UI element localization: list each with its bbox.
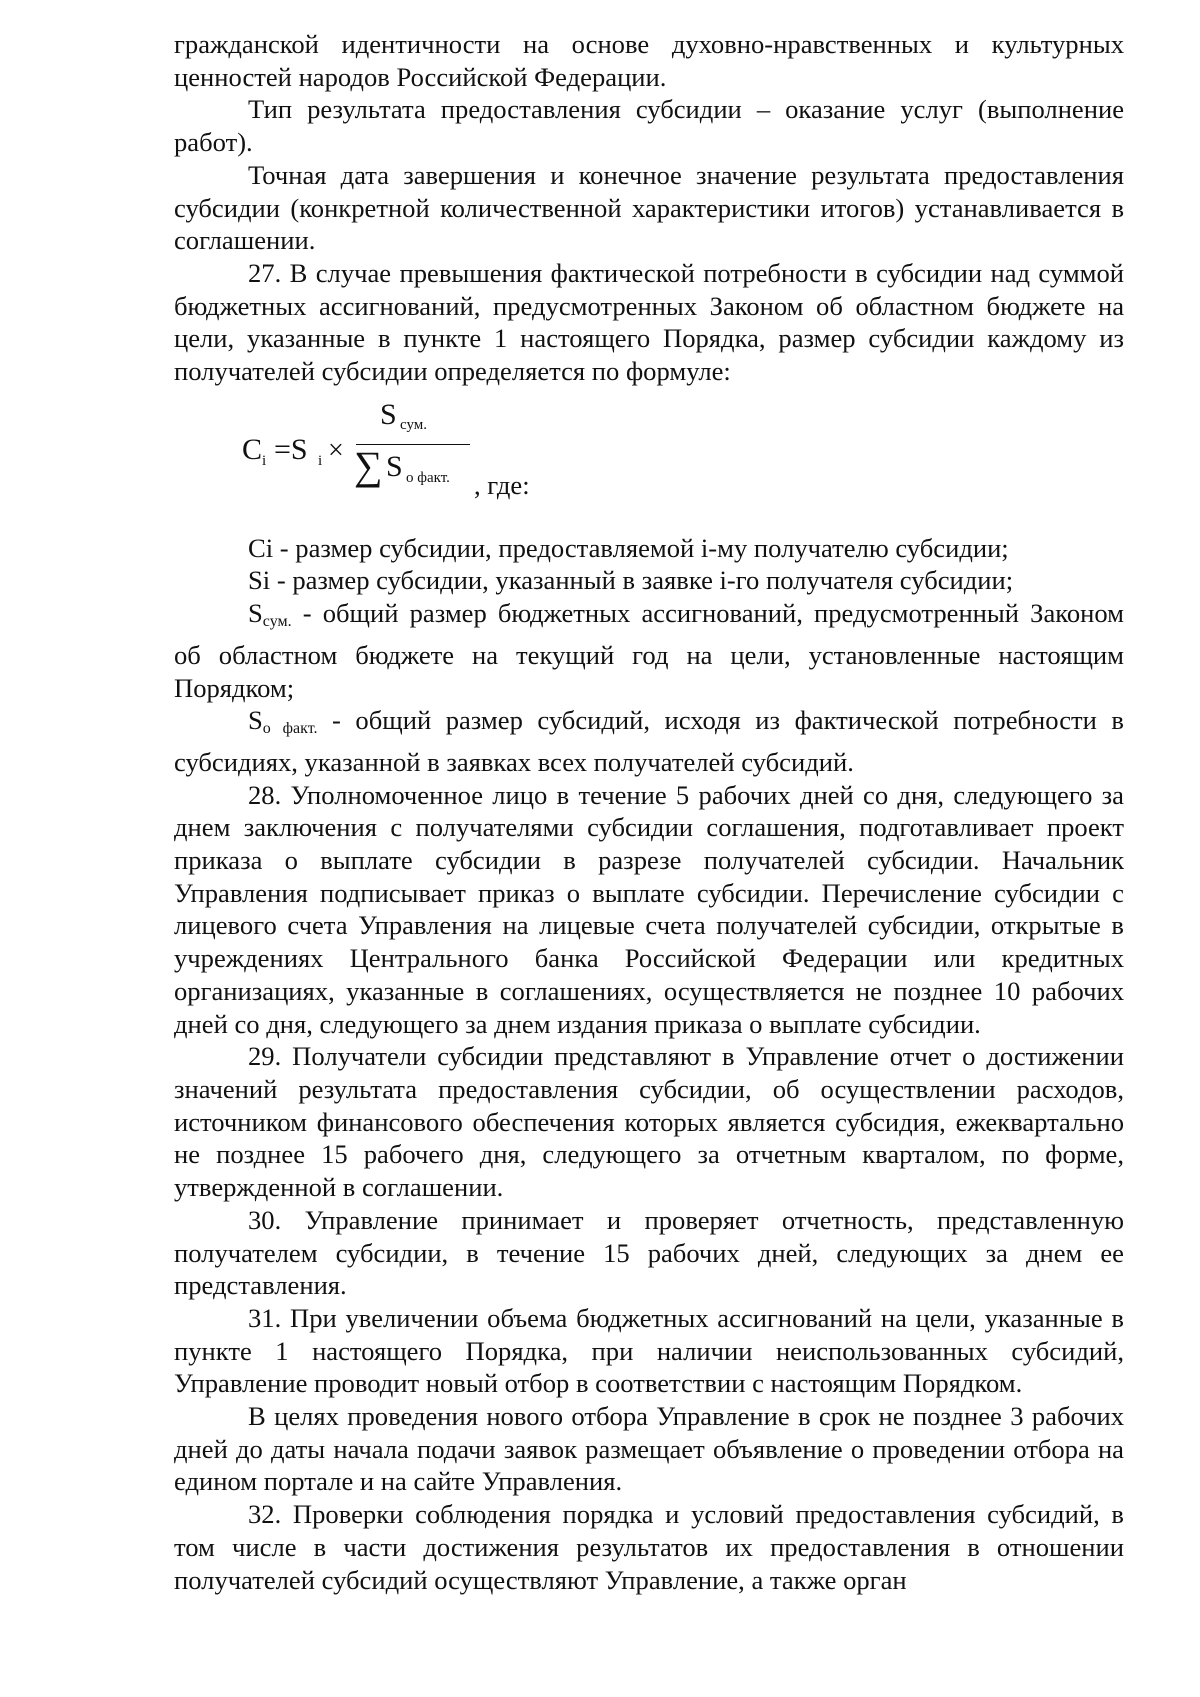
formula-times-sign: ×	[328, 434, 344, 466]
formula-rhs-subscript: i	[318, 452, 323, 469]
sfact-subscript: о факт.	[262, 720, 318, 738]
formula-lhs-subscript: i	[262, 452, 267, 469]
definition-si: Si - размер субсидии, указанный в заявке i-го получателя субсидии;	[248, 565, 1014, 596]
paragraph-31: 31. При увеличении объема бюджетных ассигнований на цели, указанные в пункте 1 настоящего Порядка, при наличии неиспользованных субсидий, Управление проводит новый отбор в соответствии с настоящим Порядком.	[174, 1302, 1124, 1399]
formula-sigma-icon: ∑	[354, 442, 383, 488]
sfact-symbol: S	[248, 705, 263, 736]
paragraph-new-selection: В целях проведения нового отбора Управление в срок не позднее 3 рабочих дней до даты начала подачи заявок размещает объявление о проведении отбора на едином портале и на сайте Управления.	[174, 1401, 1124, 1497]
sfact-text: - общий размер субсидий, исходя из фактической потребности в субсидиях, указанной в заявках всех получателей субсидий.	[174, 705, 1124, 777]
subsidy-formula	[174, 397, 1124, 512]
ssum-symbol: S	[248, 598, 263, 629]
formula-equals-s: =S	[274, 432, 308, 466]
paragraph-27: 27. В случае превышения фактической потребности в субсидии над суммой бюджетных ассигнований, предусмотренных Законом об областном бюджете на цели, указанные в пункте 1 настоящего Порядка, размер субсидии каждому из получателей субсидии определяется по формуле:	[174, 257, 1124, 387]
formula-denominator-subscript: о факт.	[406, 469, 450, 486]
paragraph-identity: гражданской идентичности на основе духовно-нравственных и культурных ценностей народов Российской Федерации.	[174, 29, 1124, 92]
formula-denominator-s: S	[386, 449, 403, 483]
ssum-text: - общий размер бюджетных ассигнований, предусмотренный Законом об областном бюджете на текущий год на цели, установленные настоящим Порядком;	[174, 598, 1124, 703]
ssum-subscript: сум.	[262, 613, 292, 631]
definition-sfact	[174, 704, 1124, 778]
paragraph-completion-date: Точная дата завершения и конечное значение результата предоставления субсидии (конкретной количественной характеристики итогов) устанавливается в соглашении.	[174, 159, 1124, 256]
document-page	[174, 28, 1124, 1596]
definition-ssum	[174, 597, 1124, 704]
paragraph-29: 29. Получатели субсидии представляют в Управление отчет о достижении значений результата предоставления субсидии, об осуществлении расходов, источником финансового обеспечения которых является субсидия, ежеквартально не позднее 15 рабочего дня, следующего за отчетным кварталом, по форме, утвержденной в соглашении.	[174, 1041, 1124, 1203]
formula-numerator-s: S	[380, 397, 397, 431]
paragraph-28: 28. Уполномоченное лицо в течение 5 рабочих дней со дня, следующего за днем заключения с получателями субсидии соглашения, подготавливает проект приказа о выплате субсидии в разрезе получателей субсидии. Начальник Управления подписывает приказ о выплате субсидии. Перечисление субсидии с лицевого счета Управления на лицевые счета получателей субсидии, открытые в учреждениях Центрального банка Российской Федерации или кредитных организациях, указанные в соглашениях, осуществляется не позднее 10 рабочих дней со дня, следующего за днем издания приказа о выплате субсидии.	[174, 779, 1124, 1039]
formula-numerator-subscript: сум.	[400, 416, 428, 433]
paragraph-result-type: Тип результата предоставления субсидии – оказание услуг (выполнение работ).	[174, 94, 1124, 158]
paragraph-32: 32. Проверки соблюдения порядка и условий предоставления субсидий, в том числе в части достижения результатов их предоставления в отношении получателей субсидий осуществляют Управление, а также орган	[174, 1499, 1124, 1595]
formula-where-label: , где:	[474, 469, 530, 500]
definition-ci: Ci - размер субсидии, предоставляемой i-му получателю субсидии;	[248, 532, 1009, 563]
formula-lhs-c: C	[242, 432, 263, 466]
paragraph-30: 30. Управление принимает и проверяет отчетность, представленную получателем субсидии, в течение 15 рабочих дней, следующих за днем ее представления.	[174, 1204, 1124, 1301]
